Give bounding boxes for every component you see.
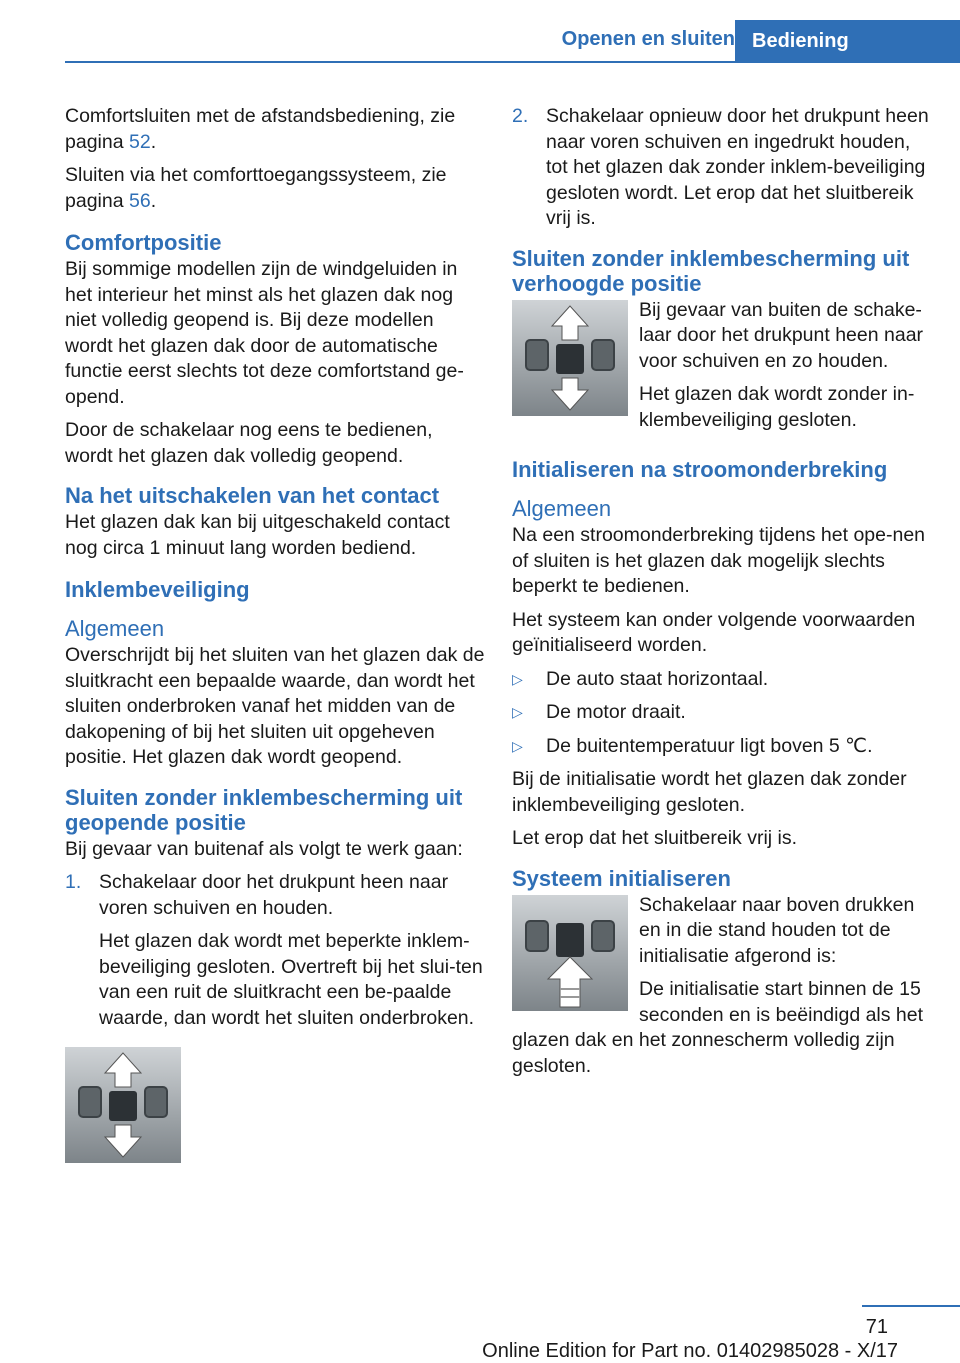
heading-algemeen: Algemeen <box>65 616 165 641</box>
heading-comfortpositie: Comfortpositie <box>65 230 222 255</box>
switch-slide-forward-icon <box>512 300 628 416</box>
paragraph: Het glazen dak wordt zonder in‐klembeveiliging gesloten. <box>639 383 915 431</box>
header-section-tab[interactable]: Openen en sluiten <box>561 28 735 50</box>
paragraph: Schakelaar naar boven drukken en in die stand houden tot de initialisatie afgerond is: <box>639 893 915 967</box>
list-item: ▷ De motor draait. <box>512 700 932 726</box>
heading-initialiseren: Initialiseren na stroomonderbreking <box>512 457 888 482</box>
step-item <box>512 104 932 232</box>
paragraph: Bij gevaar van buiten de schake‐laar door het drukpunt heen naar voor schuiven en zo houden. <box>639 298 924 372</box>
heading-contact: Na het uitschakelen van het contact <box>65 483 440 508</box>
step-item <box>65 870 485 1031</box>
heading-systeem-initialiseren: Systeem initialiseren <box>512 865 731 891</box>
switch-push-image <box>512 895 628 1011</box>
page-footer <box>0 1300 960 1362</box>
paragraph: Sluiten via het comforttoegangssysteem, zie pagina 56. <box>65 164 447 212</box>
paragraph: Door de schakelaar nog eens te bedienen, wordt het glazen dak volledig geopend. <box>65 419 433 467</box>
page-link[interactable]: 56 <box>128 189 151 212</box>
step-number: 1. <box>65 871 82 893</box>
triangle-bullet-icon: ▷ <box>512 737 523 754</box>
paragraph: Na een stroomonderbreking tijdens het ope‐nen of sluiten is het glazen dak mogelijk slechts beperkt te bedienen. <box>512 524 926 597</box>
paragraph: De initialisatie start binnen de 15 seconden en is beëindigd als het glazen dak en het zonnescherm volledig zijn gesloten. <box>512 978 924 1077</box>
paragraph: Comfortsluiten met de afstandsbediening, zie pagina 52. <box>65 105 456 153</box>
header-rule <box>65 61 960 63</box>
paragraph: Het systeem kan onder volgende voorwaarden geïnitialiseerd worden. <box>512 608 916 656</box>
step-text: Schakelaar opnieuw door het drukpunt heen naar voren schuiven en ingedrukt houden, tot het glazen dak zonder inklem‐beveiliging gesloten wordt. Let erop dat het sluitbereik vrij is. <box>546 105 929 229</box>
edition-note: Online Edition for Part no. 01402985028 - X/17 <box>482 1340 898 1362</box>
heading-verhoogde-positie: Sluiten zonder inklembescherming uit verhoogde positie <box>512 245 910 296</box>
heading-algemeen: Algemeen <box>512 496 612 521</box>
step-text: Schakelaar door het drukpunt heen naar voren schuiven en houden. <box>99 871 449 919</box>
footer-rule <box>862 1305 960 1307</box>
paragraph: Bij de initialisatie wordt het glazen dak zonder inklembeveiliging gesloten. <box>512 768 907 816</box>
header-chapter-tab[interactable]: Bediening <box>735 20 960 62</box>
left-column <box>65 104 485 1163</box>
triangle-bullet-icon: ▷ <box>512 670 523 687</box>
switch-slide-image <box>512 300 628 416</box>
right-column <box>512 104 932 1087</box>
switch-push-up-icon <box>512 895 628 1011</box>
switch-slide-both-image <box>65 1047 181 1163</box>
step-text: Het glazen dak wordt met beperkte inklem‐beveiliging gesloten. Overtreft bij het slui‐ten van een ruit de sluitkracht een be‐paalde waarde, dan wordt het sluiten onderbroken. <box>99 930 483 1029</box>
triangle-bullet-icon: ▷ <box>512 704 523 720</box>
heading-geopende-positie: Sluiten zonder inklembescherming uit geopende positie <box>65 784 463 835</box>
paragraph: Bij gevaar van buitenaf als volgt te werk gaan: <box>65 837 463 860</box>
paragraph: Let erop dat het sluitbereik vrij is. <box>512 827 798 849</box>
page-number: 71 <box>865 1316 888 1338</box>
paragraph: Overschrijdt bij het sluiten van het glazen dak de sluitkracht een bepaalde waarde, dan wordt het sluiten onderbroken vanaf het midden van de dakopening of bij het sluiten uit opgeheven positie. Het glazen dak wordt geopend. <box>65 644 485 768</box>
page-header <box>0 0 960 62</box>
switch-slide-both-icon <box>65 1047 181 1163</box>
list-item: ▷ De buitentemperatuur ligt boven 5 ℃. <box>512 734 932 760</box>
page-link[interactable]: 52 <box>128 130 151 153</box>
paragraph: Het glazen dak kan bij uitgeschakeld contact nog circa 1 minuut lang worden bediend. <box>65 511 450 559</box>
heading-inklembeveiliging: Inklembeveiliging <box>65 577 250 602</box>
list-item: ▷ De auto staat horizontaal. <box>512 667 932 693</box>
step-number: 2. <box>512 105 529 127</box>
paragraph: Bij sommige modellen zijn de windgeluiden in het interieur het minst als het glazen dak nog niet volledig geopend is. Bij deze modellen wordt het glazen dak door de automatische functie eerst slechts tot deze comfortstand ge‐opend. <box>65 258 464 408</box>
